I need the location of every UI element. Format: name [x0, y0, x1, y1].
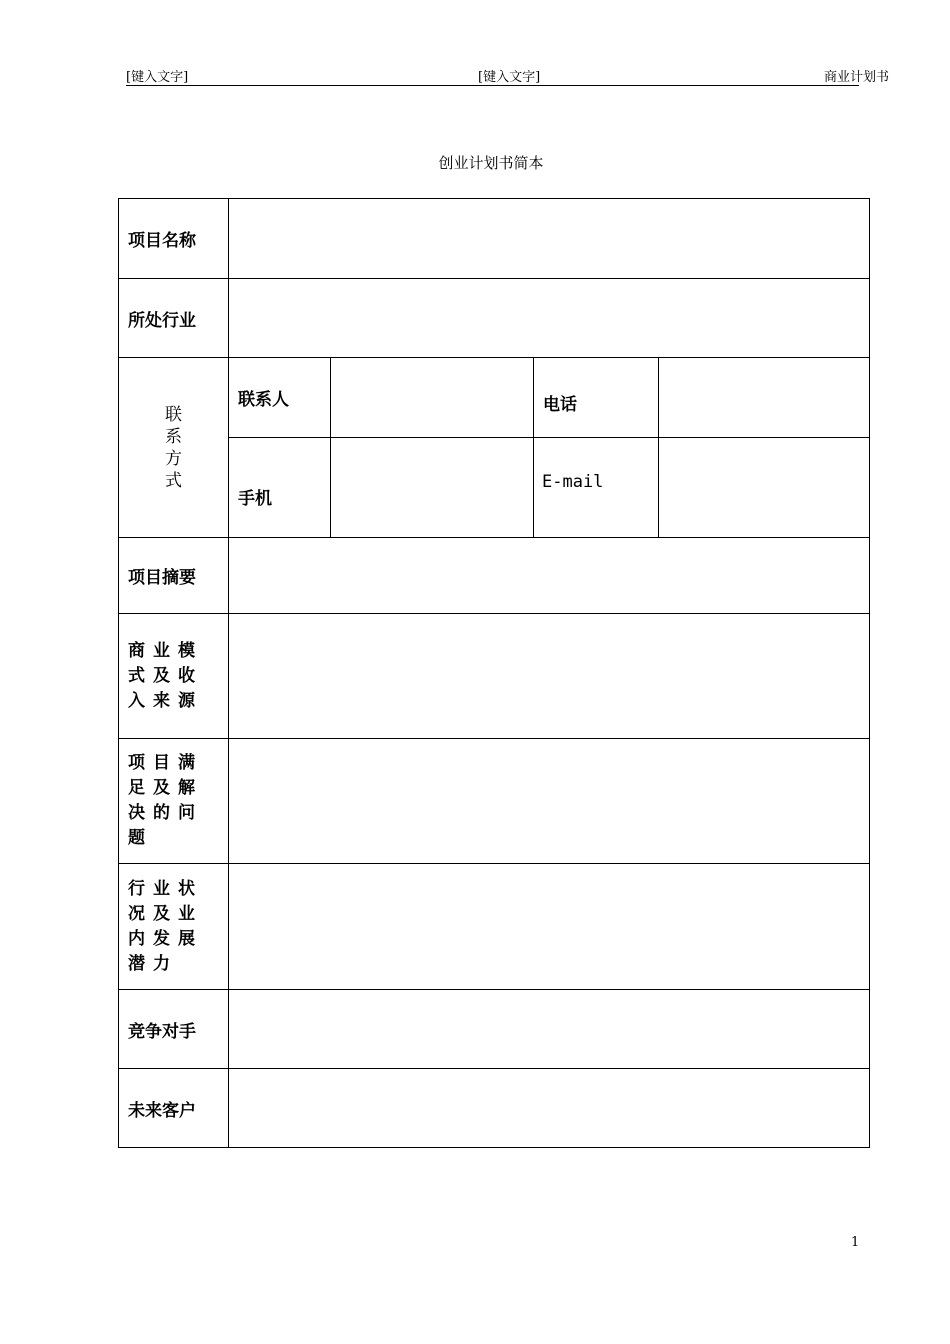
business-plan-form — [118, 198, 870, 1148]
row-future-customers — [119, 1069, 870, 1148]
phone-label: 电话 — [534, 358, 659, 438]
contact-label-char: 联 — [165, 404, 182, 425]
page-number: 1 — [851, 1235, 860, 1250]
project-name-field[interactable] — [229, 199, 870, 279]
header-divider — [126, 85, 859, 86]
future-customers-label: 未来客户 — [119, 1069, 229, 1148]
contact-method-label — [119, 358, 229, 538]
row-summary — [119, 538, 870, 614]
problems-label: 项目满足及解决的问题 — [119, 739, 229, 864]
problems-field[interactable] — [229, 739, 870, 864]
business-model-label: 商业模式及收入来源 — [119, 614, 229, 739]
header-middle-placeholder: [键入文字] — [478, 70, 541, 85]
row-industry-status — [119, 864, 870, 990]
row-contact-1 — [119, 358, 870, 438]
row-business-model — [119, 614, 870, 739]
row-problems — [119, 739, 870, 864]
mobile-label: 手机 — [229, 438, 331, 538]
competitors-field[interactable] — [229, 990, 870, 1069]
mobile-field[interactable] — [331, 438, 534, 538]
industry-field[interactable] — [229, 279, 870, 358]
project-name-label: 项目名称 — [119, 199, 229, 279]
industry-status-label: 行业状况及业内发展潜力 — [119, 864, 229, 990]
row-contact-2 — [119, 438, 870, 538]
contact-label-char: 式 — [165, 470, 182, 491]
row-competitors — [119, 990, 870, 1069]
competitors-label: 竞争对手 — [119, 990, 229, 1069]
email-label: E-mail — [534, 438, 659, 538]
industry-status-field[interactable] — [229, 864, 870, 990]
contact-person-label: 联系人 — [229, 358, 331, 438]
header-right-title: 商业计划书 — [824, 70, 890, 85]
summary-label: 项目摘要 — [119, 538, 229, 614]
document-title: 创业计划书简本 — [438, 154, 544, 172]
contact-label-char: 系 — [165, 426, 182, 447]
summary-field[interactable] — [229, 538, 870, 614]
email-field[interactable] — [659, 438, 870, 538]
contact-person-field[interactable] — [331, 358, 534, 438]
row-project-name — [119, 199, 870, 279]
contact-label-char: 方 — [165, 448, 182, 469]
header-left-placeholder: [键入文字] — [126, 70, 189, 85]
business-model-field[interactable] — [229, 614, 870, 739]
industry-label: 所处行业 — [119, 279, 229, 358]
phone-field[interactable] — [659, 358, 870, 438]
row-industry — [119, 279, 870, 358]
future-customers-field[interactable] — [229, 1069, 870, 1148]
